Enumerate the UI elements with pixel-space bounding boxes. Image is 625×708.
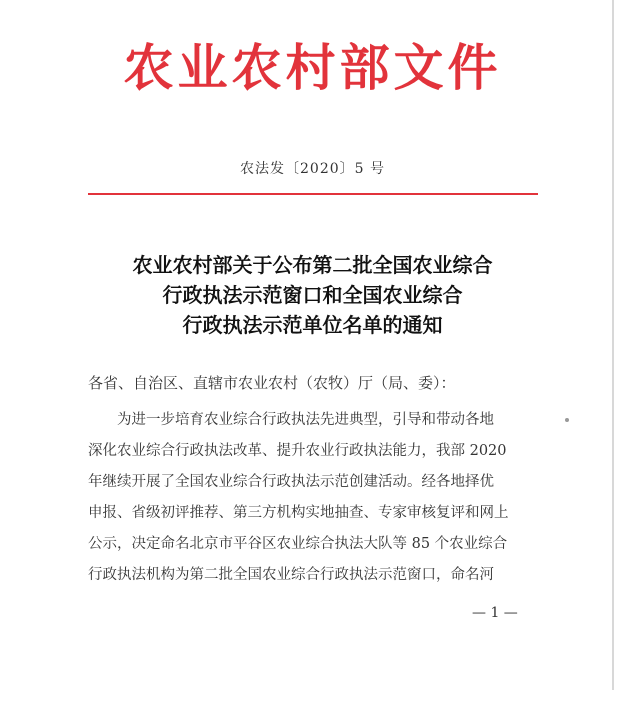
document-masthead: 农业农村部文件 bbox=[123, 38, 502, 97]
body-line-5: 公示，决定命名北京市平谷区农业综合执法大队等 85 个农业综合 bbox=[88, 536, 508, 552]
notice-title bbox=[0, 250, 625, 340]
page-number: — 1 — bbox=[472, 605, 518, 621]
title-line-1: 农业农村部关于公布第二批全国农业综合 bbox=[132, 253, 493, 277]
body-line-2: 深化农业综合行政执法改革、提升农业行政执法能力，我部 2020 bbox=[88, 443, 507, 459]
body-line-4: 申报、省级初评推荐、第三方机构实地抽查、专家审核复评和网上 bbox=[88, 505, 509, 521]
title-line-3: 行政执法示范单位名单的通知 bbox=[182, 313, 443, 337]
title-line-2: 行政执法示范窗口和全国农业综合 bbox=[162, 283, 463, 307]
page-edge bbox=[612, 0, 614, 690]
body-line-3: 年继续开展了全国农业综合行政执法示范创建活动。经各地择优 bbox=[88, 474, 494, 490]
red-divider-line bbox=[88, 193, 538, 195]
body-line-1: 为进一步培育农业综合行政执法先进典型，引导和带动各地 bbox=[117, 412, 494, 428]
body-paragraph bbox=[88, 405, 558, 591]
salutation: 各省、自治区、直辖市农业农村（农牧）厅（局、委）： bbox=[88, 374, 456, 392]
scan-speck bbox=[565, 418, 569, 422]
document-number: 农法发〔2020〕5 号 bbox=[240, 161, 385, 177]
body-line-6: 行政执法机构为第二批全国农业综合行政执法示范窗口，命名河 bbox=[88, 567, 494, 583]
